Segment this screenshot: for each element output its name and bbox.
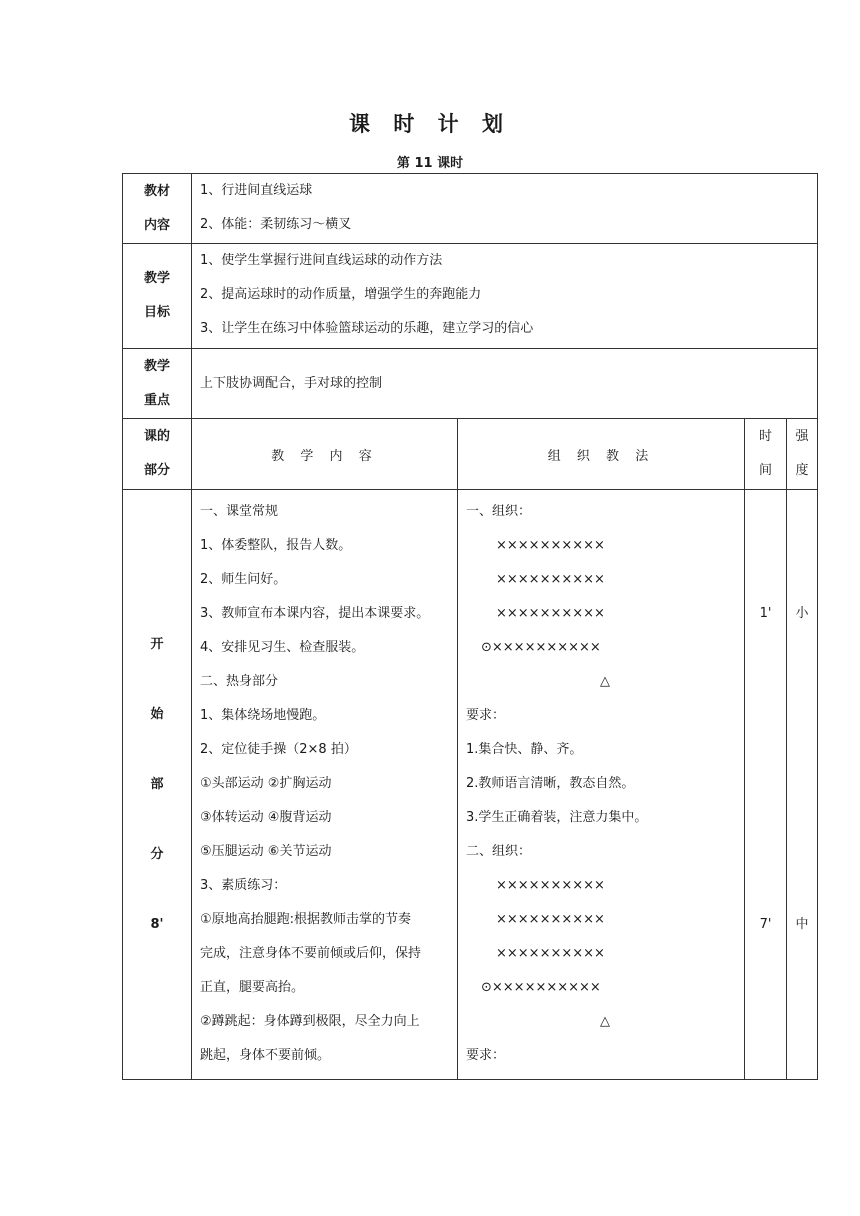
focus-label: 教学 重点 [123,349,192,419]
part-header: 课的 部分 [123,419,192,490]
list-item: 1、集体绕场地慢跑。 [200,708,326,723]
list-item: 1、行进间直线运球 [200,183,313,198]
material-row [123,174,818,244]
list-item: 2.教师语言清晰，教态自然。 [466,776,635,791]
table-header-row [123,419,818,490]
intensity-value: 中 [795,917,809,932]
list-item: 2、提高运球时的动作质量，增强学生的奔跑能力 [200,287,482,302]
focus-row [123,349,818,419]
formation-row: ×××××××××× [496,912,605,927]
list-item: ⑤压腿运动 ⑥关节运动 [200,844,332,859]
method-header: 组 织 教 法 [458,419,745,490]
list-item: ③体转运动 ④腹背运动 [200,810,332,825]
list-item: 3、教师宣布本课内容，提出本课要求。 [200,606,430,621]
list-item: ①原地高抬腿跑:根据教师击掌的节奏 [200,912,412,927]
list-item: 要求： [466,708,506,723]
opening-section-row [123,490,818,1080]
formation-row: ×××××××××× [496,538,605,553]
list-item: 3、让学生在练习中体验篮球运动的乐趣，建立学习的信心 [200,321,534,336]
intensity-cell [787,490,818,1080]
formation-row: ⊙×××××××××× [481,980,601,995]
list-item: 完成，注意身体不要前倾或后仰，保持 [200,946,422,961]
list-item: 1.集合快、静、齐。 [466,742,583,757]
material-label: 教材 内容 [123,174,192,244]
lesson-number: 第 11 课时 [396,156,464,171]
section-content [192,490,458,1080]
list-item: 跳起，身体不要前倾。 [200,1048,331,1063]
list-item: 一、组织： [466,504,532,519]
lesson-plan-table [122,173,818,1080]
intensity-header: 强 度 [787,419,818,490]
teacher-marker: △ [600,674,610,689]
page-title: 课 时 计 划 [349,112,511,136]
list-item: 要求： [466,1048,506,1063]
time-header: 时 间 [745,419,787,490]
formation-row: ⊙×××××××××× [481,640,601,655]
formation-row: ×××××××××× [496,572,605,587]
material-content [192,174,818,244]
content-header: 教 学 内 容 [192,419,458,490]
list-item: 2、师生问好。 [200,572,287,587]
list-item: 3.学生正确着装，注意力集中。 [466,810,648,825]
list-item: 一、课堂常规 [200,504,279,519]
list-item: 1、使学生掌握行进间直线运球的动作方法 [200,253,443,268]
formation-row: ×××××××××× [496,878,605,893]
list-item: 2、体能：柔韧练习～横叉 [200,217,352,232]
formation-row: ×××××××××× [496,606,605,621]
list-item: 二、热身部分 [200,674,279,689]
formation-row: ×××××××××× [496,946,605,961]
goals-label: 教学 目标 [123,244,192,349]
list-item: ②蹲跳起：身体蹲到极限，尽全力向上 [200,1014,420,1029]
intensity-value: 小 [795,606,809,621]
list-item: 1、体委整队，报告人数。 [200,538,352,553]
focus-content: 上下肢协调配合，手对球的控制 [192,349,818,419]
list-item: 2、定位徒手操（2×8 拍） [200,742,357,757]
teacher-marker: △ [600,1014,610,1029]
list-item: 正直，腿要高抬。 [200,980,305,995]
goals-content [192,244,818,349]
list-item: 二、组织： [466,844,532,859]
list-item: 3、素质练习： [200,878,287,893]
time-cell [745,490,787,1080]
goals-row [123,244,818,349]
section-method [458,490,745,1080]
section-label: 开 始 部 分 8' [123,490,192,1080]
time-value: 1' [759,606,772,621]
time-value: 7' [759,917,772,932]
list-item: 4、安排见习生、检查服装。 [200,640,365,655]
list-item: ①头部运动 ②扩胸运动 [200,776,332,791]
